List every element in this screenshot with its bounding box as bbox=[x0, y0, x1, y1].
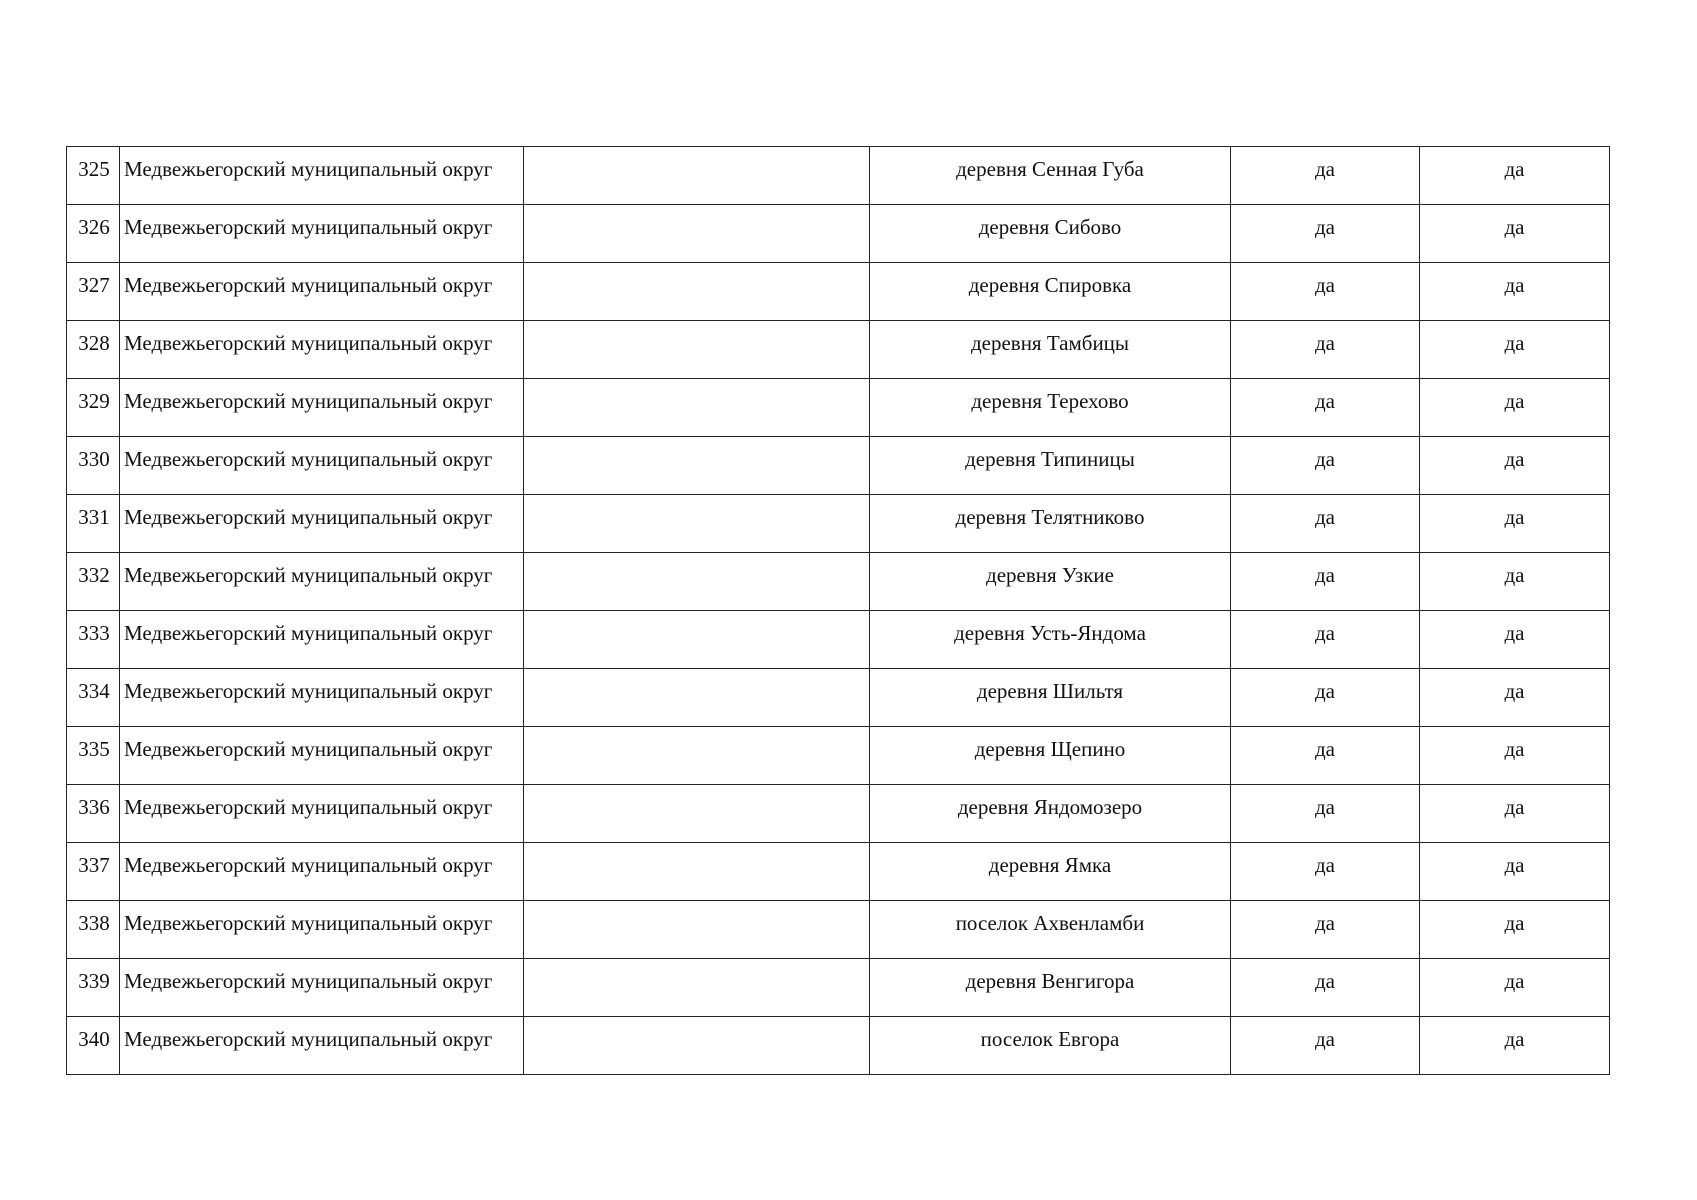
flag-cell-2-text: да bbox=[1504, 737, 1525, 761]
row-number-cell-text: 336 bbox=[78, 795, 110, 819]
flag-cell-2 bbox=[1420, 263, 1610, 321]
table-row bbox=[67, 147, 1610, 205]
flag-cell-2 bbox=[1420, 785, 1610, 843]
flag-cell-2-text: да bbox=[1504, 853, 1525, 877]
locality-cell-text: деревня Шильтя bbox=[976, 679, 1124, 703]
locality-cell-text: поселок Ахвенламби bbox=[955, 911, 1145, 935]
flag-cell-1-text: да bbox=[1314, 331, 1335, 355]
flag-cell-1 bbox=[1231, 843, 1420, 901]
empty-cell-text bbox=[524, 785, 869, 797]
flag-cell-2-text: да bbox=[1504, 911, 1525, 935]
empty-cell-text bbox=[524, 495, 869, 507]
district-cell bbox=[120, 205, 524, 263]
empty-cell bbox=[524, 495, 870, 553]
empty-cell bbox=[524, 263, 870, 321]
empty-cell bbox=[524, 611, 870, 669]
locality-cell-text: деревня Сибово bbox=[978, 215, 1122, 239]
district-cell-text: Медвежьегорский муниципальный округ bbox=[124, 215, 493, 239]
locality-cell-text: деревня Щепино bbox=[974, 737, 1126, 761]
empty-cell bbox=[524, 959, 870, 1017]
locality-cell bbox=[870, 1017, 1231, 1075]
empty-cell bbox=[524, 321, 870, 379]
locality-cell-text: поселок Евгора bbox=[980, 1027, 1120, 1051]
empty-cell-text bbox=[524, 669, 869, 681]
locality-cell bbox=[870, 785, 1231, 843]
row-number-cell-text: 338 bbox=[78, 911, 110, 935]
flag-cell-1 bbox=[1231, 959, 1420, 1017]
flag-cell-1-text: да bbox=[1314, 853, 1335, 877]
row-number-cell bbox=[67, 379, 120, 437]
locality-cell-text: деревня Узкие bbox=[986, 563, 1114, 587]
flag-cell-2 bbox=[1420, 379, 1610, 437]
flag-cell-2-text: да bbox=[1504, 505, 1525, 529]
district-cell-text: Медвежьегорский муниципальный округ bbox=[124, 853, 493, 877]
empty-cell bbox=[524, 785, 870, 843]
empty-cell-text bbox=[524, 901, 869, 913]
flag-cell-1-text: да bbox=[1314, 215, 1335, 239]
flag-cell-1-text: да bbox=[1314, 795, 1335, 819]
flag-cell-2-text: да bbox=[1504, 331, 1525, 355]
district-cell bbox=[120, 669, 524, 727]
district-cell bbox=[120, 1017, 524, 1075]
row-number-cell-text: 337 bbox=[78, 853, 110, 877]
district-cell bbox=[120, 495, 524, 553]
district-cell-text: Медвежьегорский муниципальный округ bbox=[124, 795, 493, 819]
flag-cell-2 bbox=[1420, 321, 1610, 379]
flag-cell-1-text: да bbox=[1314, 1027, 1335, 1051]
locality-cell bbox=[870, 669, 1231, 727]
empty-cell bbox=[524, 379, 870, 437]
locality-cell bbox=[870, 495, 1231, 553]
row-number-cell bbox=[67, 147, 120, 205]
table-row bbox=[67, 785, 1610, 843]
district-cell-text: Медвежьегорский муниципальный округ bbox=[124, 389, 493, 413]
flag-cell-1 bbox=[1231, 727, 1420, 785]
flag-cell-1 bbox=[1231, 495, 1420, 553]
empty-cell bbox=[524, 205, 870, 263]
row-number-cell-text: 330 bbox=[78, 447, 110, 471]
row-number-cell bbox=[67, 901, 120, 959]
district-cell-text: Медвежьегорский муниципальный округ bbox=[124, 273, 493, 297]
table-row bbox=[67, 553, 1610, 611]
row-number-cell-text: 329 bbox=[78, 389, 110, 413]
empty-cell-text bbox=[524, 321, 869, 333]
empty-cell-text bbox=[524, 205, 869, 217]
locality-cell bbox=[870, 379, 1231, 437]
flag-cell-1 bbox=[1231, 379, 1420, 437]
row-number-cell-text: 325 bbox=[78, 157, 110, 181]
empty-cell-text bbox=[524, 553, 869, 565]
district-cell bbox=[120, 321, 524, 379]
empty-cell bbox=[524, 437, 870, 495]
flag-cell-1-text: да bbox=[1314, 447, 1335, 471]
flag-cell-1-text: да bbox=[1314, 505, 1335, 529]
row-number-cell-text: 326 bbox=[78, 215, 110, 239]
flag-cell-2 bbox=[1420, 901, 1610, 959]
row-number-cell-text: 335 bbox=[78, 737, 110, 761]
locality-cell-text: деревня Спировка bbox=[968, 273, 1132, 297]
row-number-cell-text: 333 bbox=[78, 621, 110, 645]
row-number-cell bbox=[67, 205, 120, 263]
row-number-cell bbox=[67, 263, 120, 321]
settlements-table bbox=[66, 146, 1610, 1075]
empty-cell-text bbox=[524, 379, 869, 391]
flag-cell-2 bbox=[1420, 205, 1610, 263]
table-row bbox=[67, 669, 1610, 727]
district-cell bbox=[120, 147, 524, 205]
flag-cell-1 bbox=[1231, 785, 1420, 843]
flag-cell-1-text: да bbox=[1314, 737, 1335, 761]
district-cell-text: Медвежьегорский муниципальный округ bbox=[124, 737, 493, 761]
locality-cell-text: деревня Телятниково bbox=[955, 505, 1145, 529]
flag-cell-1-text: да bbox=[1314, 563, 1335, 587]
table-row bbox=[67, 611, 1610, 669]
empty-cell bbox=[524, 901, 870, 959]
district-cell bbox=[120, 901, 524, 959]
flag-cell-2-text: да bbox=[1504, 679, 1525, 703]
flag-cell-1 bbox=[1231, 901, 1420, 959]
flag-cell-2 bbox=[1420, 843, 1610, 901]
district-cell-text: Медвежьегорский муниципальный округ bbox=[124, 331, 493, 355]
district-cell-text: Медвежьегорский муниципальный округ bbox=[124, 679, 493, 703]
empty-cell-text bbox=[524, 611, 869, 623]
settlements-table-body bbox=[67, 147, 1610, 1075]
flag-cell-1-text: да bbox=[1314, 273, 1335, 297]
row-number-cell bbox=[67, 553, 120, 611]
flag-cell-2 bbox=[1420, 495, 1610, 553]
flag-cell-1 bbox=[1231, 321, 1420, 379]
row-number-cell bbox=[67, 611, 120, 669]
row-number-cell-text: 328 bbox=[78, 331, 110, 355]
district-cell-text: Медвежьегорский муниципальный округ bbox=[124, 447, 493, 471]
flag-cell-1-text: да bbox=[1314, 969, 1335, 993]
locality-cell-text: деревня Типиницы bbox=[965, 447, 1135, 471]
locality-cell bbox=[870, 147, 1231, 205]
table-row bbox=[67, 379, 1610, 437]
empty-cell-text bbox=[524, 147, 869, 159]
table-row bbox=[67, 437, 1610, 495]
flag-cell-1 bbox=[1231, 437, 1420, 495]
district-cell-text: Медвежьегорский муниципальный округ bbox=[124, 505, 493, 529]
flag-cell-2-text: да bbox=[1504, 157, 1525, 181]
flag-cell-1 bbox=[1231, 263, 1420, 321]
empty-cell-text bbox=[524, 959, 869, 971]
flag-cell-2 bbox=[1420, 669, 1610, 727]
flag-cell-2 bbox=[1420, 611, 1610, 669]
flag-cell-1 bbox=[1231, 669, 1420, 727]
flag-cell-1-text: да bbox=[1314, 621, 1335, 645]
district-cell bbox=[120, 553, 524, 611]
empty-cell bbox=[524, 669, 870, 727]
locality-cell-text: деревня Тамбицы bbox=[970, 331, 1130, 355]
row-number-cell bbox=[67, 495, 120, 553]
flag-cell-2 bbox=[1420, 553, 1610, 611]
flag-cell-2-text: да bbox=[1504, 621, 1525, 645]
district-cell-text: Медвежьегорский муниципальный округ bbox=[124, 911, 493, 935]
district-cell bbox=[120, 843, 524, 901]
flag-cell-1 bbox=[1231, 1017, 1420, 1075]
empty-cell bbox=[524, 147, 870, 205]
flag-cell-2-text: да bbox=[1504, 563, 1525, 587]
flag-cell-1 bbox=[1231, 147, 1420, 205]
row-number-cell bbox=[67, 1017, 120, 1075]
district-cell bbox=[120, 379, 524, 437]
flag-cell-2 bbox=[1420, 727, 1610, 785]
flag-cell-1-text: да bbox=[1314, 679, 1335, 703]
locality-cell bbox=[870, 553, 1231, 611]
locality-cell bbox=[870, 437, 1231, 495]
row-number-cell-text: 327 bbox=[78, 273, 110, 297]
flag-cell-2-text: да bbox=[1504, 447, 1525, 471]
table-row bbox=[67, 959, 1610, 1017]
row-number-cell bbox=[67, 843, 120, 901]
flag-cell-2 bbox=[1420, 147, 1610, 205]
row-number-cell-text: 332 bbox=[78, 563, 110, 587]
flag-cell-2-text: да bbox=[1504, 795, 1525, 819]
empty-cell bbox=[524, 553, 870, 611]
table-row bbox=[67, 901, 1610, 959]
flag-cell-2-text: да bbox=[1504, 273, 1525, 297]
flag-cell-1-text: да bbox=[1314, 157, 1335, 181]
row-number-cell bbox=[67, 437, 120, 495]
row-number-cell bbox=[67, 785, 120, 843]
district-cell-text: Медвежьегорский муниципальный округ bbox=[124, 1027, 493, 1051]
locality-cell bbox=[870, 321, 1231, 379]
empty-cell bbox=[524, 1017, 870, 1075]
locality-cell bbox=[870, 959, 1231, 1017]
district-cell bbox=[120, 959, 524, 1017]
locality-cell-text: деревня Терехово bbox=[971, 389, 1129, 413]
district-cell bbox=[120, 611, 524, 669]
flag-cell-2 bbox=[1420, 437, 1610, 495]
locality-cell-text: деревня Яндомозеро bbox=[957, 795, 1143, 819]
empty-cell bbox=[524, 843, 870, 901]
district-cell-text: Медвежьегорский муниципальный округ bbox=[124, 969, 493, 993]
row-number-cell bbox=[67, 959, 120, 1017]
locality-cell bbox=[870, 901, 1231, 959]
locality-cell-text: деревня Венгигора bbox=[965, 969, 1135, 993]
locality-cell-text: деревня Сенная Губа bbox=[956, 157, 1144, 181]
flag-cell-2 bbox=[1420, 1017, 1610, 1075]
district-cell bbox=[120, 437, 524, 495]
table-row bbox=[67, 205, 1610, 263]
flag-cell-2-text: да bbox=[1504, 1027, 1525, 1051]
flag-cell-1 bbox=[1231, 611, 1420, 669]
locality-cell bbox=[870, 263, 1231, 321]
row-number-cell-text: 339 bbox=[78, 969, 110, 993]
locality-cell bbox=[870, 727, 1231, 785]
flag-cell-1-text: да bbox=[1314, 389, 1335, 413]
flag-cell-2 bbox=[1420, 959, 1610, 1017]
empty-cell-text bbox=[524, 1017, 869, 1029]
table-row bbox=[67, 495, 1610, 553]
flag-cell-2-text: да bbox=[1504, 969, 1525, 993]
flag-cell-1 bbox=[1231, 205, 1420, 263]
flag-cell-1 bbox=[1231, 553, 1420, 611]
table-row bbox=[67, 843, 1610, 901]
row-number-cell-text: 340 bbox=[78, 1027, 110, 1051]
locality-cell-text: деревня Ямка bbox=[988, 853, 1112, 877]
row-number-cell bbox=[67, 727, 120, 785]
flag-cell-2-text: да bbox=[1504, 215, 1525, 239]
locality-cell bbox=[870, 843, 1231, 901]
district-cell bbox=[120, 263, 524, 321]
locality-cell-text: деревня Усть-Яндома bbox=[954, 621, 1146, 645]
table-row bbox=[67, 727, 1610, 785]
empty-cell-text bbox=[524, 727, 869, 739]
district-cell bbox=[120, 727, 524, 785]
empty-cell-text bbox=[524, 263, 869, 275]
row-number-cell bbox=[67, 321, 120, 379]
flag-cell-2-text: да bbox=[1504, 389, 1525, 413]
table-row bbox=[67, 1017, 1610, 1075]
row-number-cell bbox=[67, 669, 120, 727]
table-row bbox=[67, 263, 1610, 321]
empty-cell bbox=[524, 727, 870, 785]
row-number-cell-text: 334 bbox=[78, 679, 110, 703]
empty-cell-text bbox=[524, 843, 869, 855]
district-cell-text: Медвежьегорский муниципальный округ bbox=[124, 157, 493, 181]
table-row bbox=[67, 321, 1610, 379]
district-cell-text: Медвежьегорский муниципальный округ bbox=[124, 563, 493, 587]
flag-cell-1-text: да bbox=[1314, 911, 1335, 935]
locality-cell bbox=[870, 205, 1231, 263]
row-number-cell-text: 331 bbox=[78, 505, 110, 529]
district-cell bbox=[120, 785, 524, 843]
district-cell-text: Медвежьегорский муниципальный округ bbox=[124, 621, 493, 645]
empty-cell-text bbox=[524, 437, 869, 449]
locality-cell bbox=[870, 611, 1231, 669]
